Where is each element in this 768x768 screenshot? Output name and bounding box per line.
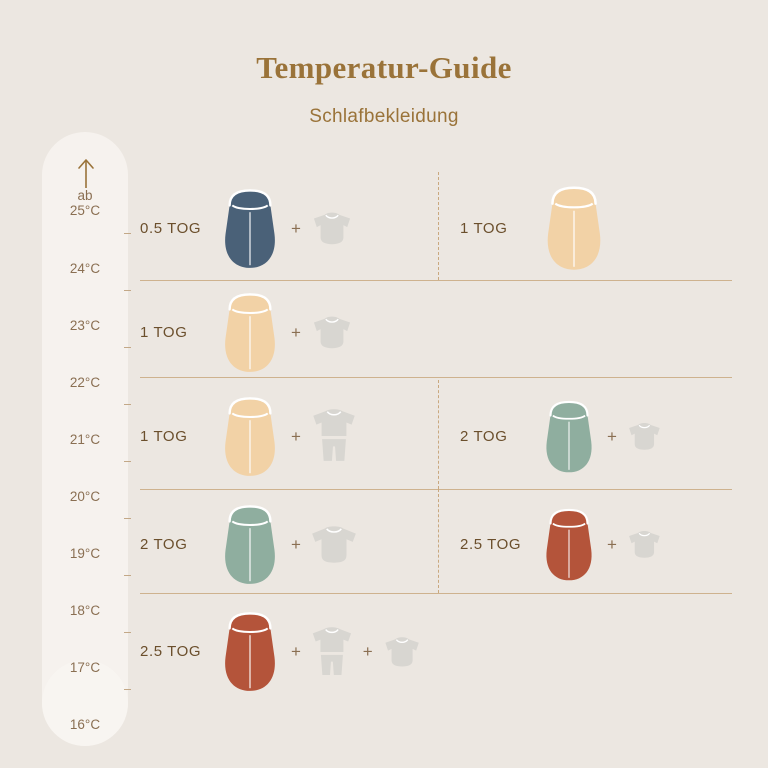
thermometer-tick-dash bbox=[124, 290, 131, 291]
tog-label: 1 TOG bbox=[140, 323, 188, 341]
thermometer-tick-label bbox=[42, 432, 128, 447]
thermometer-tick-label bbox=[42, 546, 128, 561]
plus-separator: + bbox=[607, 426, 617, 446]
tog-label: 1 TOG bbox=[140, 427, 188, 445]
plus-separator: + bbox=[291, 218, 301, 238]
thermometer-tick-dash bbox=[124, 347, 131, 348]
tog-label: 1 TOG bbox=[460, 219, 508, 237]
tick-value: 24°C bbox=[69, 261, 101, 276]
thermometer-tick-label bbox=[42, 660, 128, 675]
plus-separator: + bbox=[291, 534, 301, 554]
sleeping-bag-graphic bbox=[216, 185, 284, 272]
sleeping-bag-graphic bbox=[538, 182, 610, 274]
long-sleeve-pyjama-graphic bbox=[308, 407, 360, 465]
guide-row bbox=[140, 380, 732, 492]
tog-label: 2.5 TOG bbox=[140, 643, 202, 660]
short-sleeve-bodysuit-graphic bbox=[380, 634, 424, 670]
guide-row bbox=[140, 492, 732, 596]
short-sleeve-bodysuit-graphic bbox=[624, 420, 665, 453]
tick-value: 25°C bbox=[69, 203, 101, 218]
tick-value: 22°C bbox=[69, 375, 101, 390]
thermometer-tick-label bbox=[42, 603, 128, 618]
tog-label: 2 TOG bbox=[460, 427, 508, 445]
thermometer-tick-dash bbox=[124, 575, 131, 576]
tog-label: 0.5 TOG bbox=[140, 219, 202, 237]
page-title: Temperatur-Guide bbox=[256, 50, 512, 85]
tick-value: 19°C bbox=[69, 546, 101, 561]
short-sleeve-bodysuit-graphic bbox=[308, 313, 356, 352]
guide-table bbox=[140, 172, 732, 707]
guide-row bbox=[140, 596, 732, 707]
guide-row bbox=[140, 284, 732, 380]
guide-cell-left bbox=[140, 172, 356, 284]
tick-value: 17°C bbox=[69, 660, 101, 675]
thermometer-tick-dash bbox=[124, 632, 131, 633]
tick-value: 20°C bbox=[69, 489, 101, 504]
sleeping-bag-graphic bbox=[216, 608, 284, 695]
thermometer-tick-dash bbox=[124, 404, 131, 405]
guide-cell-right bbox=[460, 380, 665, 492]
thermometer-tick-label bbox=[42, 375, 128, 390]
short-sleeve-bodysuit-graphic bbox=[308, 209, 356, 248]
tick-value: 21°C bbox=[69, 432, 101, 447]
thermometer-tick-label bbox=[42, 489, 128, 504]
tog-label: 2 TOG bbox=[140, 535, 188, 553]
thermometer-tick-dash bbox=[124, 689, 131, 690]
thermometer-tick-label bbox=[42, 717, 128, 732]
sleeping-bag-graphic bbox=[538, 397, 600, 476]
long-sleeve-bodysuit-graphic bbox=[308, 523, 360, 566]
guide-cell-left bbox=[140, 380, 360, 492]
plus-separator: + bbox=[291, 426, 301, 446]
guide-cell-left bbox=[140, 284, 356, 380]
guide-cell-left bbox=[140, 596, 424, 707]
thermometer-tick-dash bbox=[124, 461, 131, 462]
guide-cell-right bbox=[460, 172, 610, 284]
plus-separator: + bbox=[362, 642, 373, 661]
sleeping-bag-graphic bbox=[216, 289, 284, 376]
thermometer-scale bbox=[42, 132, 128, 746]
plus-separator: + bbox=[291, 642, 301, 661]
thermometer-tick-label bbox=[42, 318, 128, 333]
tog-label: 2.5 TOG bbox=[460, 535, 522, 553]
long-sleeve-pyjama-graphic bbox=[308, 625, 356, 679]
tick-value: 16°C bbox=[69, 717, 101, 732]
guide-cell-right bbox=[460, 492, 665, 596]
tick-value: 18°C bbox=[69, 603, 101, 618]
plus-separator: + bbox=[291, 322, 301, 342]
page-subtitle: Schlafbekleidung bbox=[309, 106, 459, 127]
sleeping-bag-graphic bbox=[216, 501, 284, 588]
thermometer-tick-label bbox=[42, 261, 128, 276]
guide-cell-left bbox=[140, 492, 360, 596]
thermometer-tick-dash bbox=[124, 518, 131, 519]
plus-separator: + bbox=[607, 534, 617, 554]
tick-value: 23°C bbox=[69, 318, 101, 333]
sleeping-bag-graphic bbox=[216, 393, 284, 480]
guide-row bbox=[140, 172, 732, 284]
tick-prefix: ab bbox=[77, 188, 93, 203]
sleeping-bag-graphic bbox=[538, 505, 600, 584]
thermometer-tick-label bbox=[42, 188, 128, 218]
short-sleeve-bodysuit-graphic bbox=[624, 528, 665, 561]
thermometer-tick-dash bbox=[124, 233, 131, 234]
